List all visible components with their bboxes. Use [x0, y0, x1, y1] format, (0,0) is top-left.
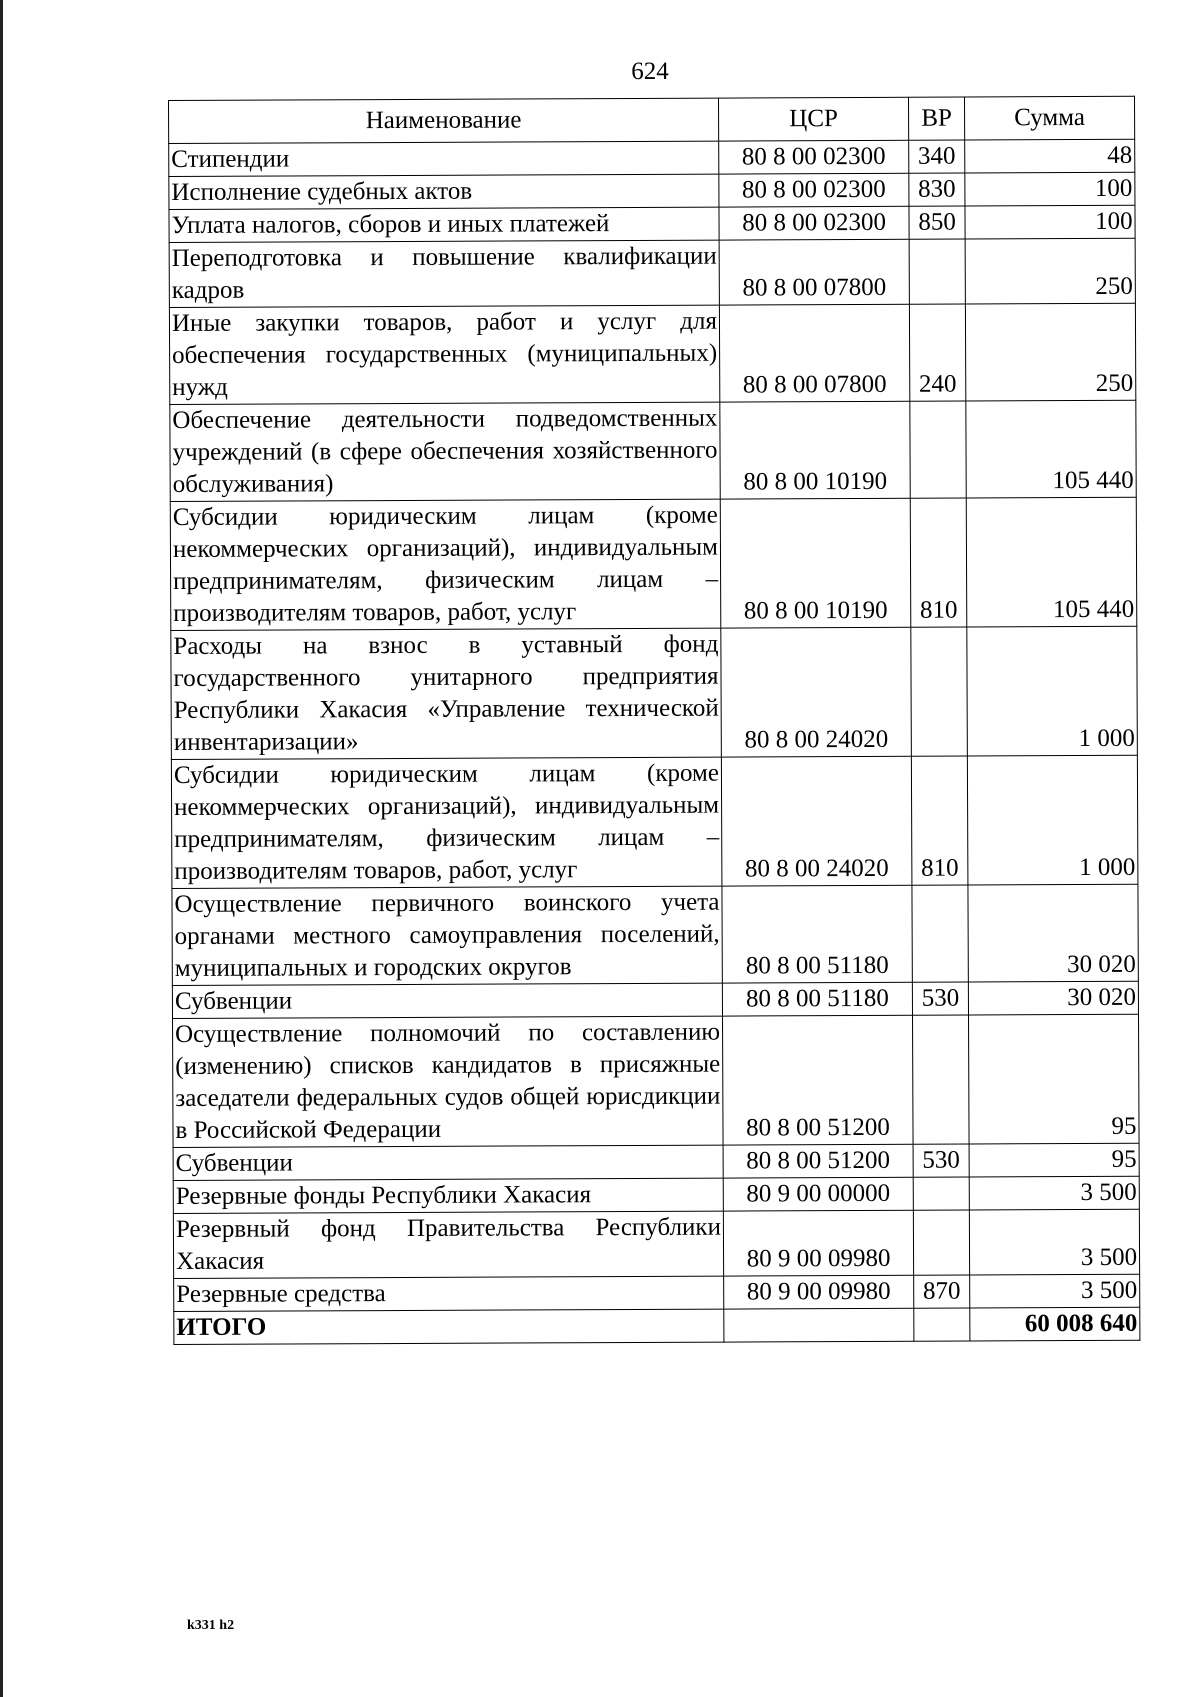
row-sum: 1 000 — [967, 626, 1138, 756]
row-csr: 80 8 00 07800 — [719, 304, 909, 402]
header-vr: ВР — [908, 97, 964, 140]
row-csr: 80 8 00 24020 — [721, 627, 912, 757]
table-row — [172, 981, 1138, 1018]
row-name: Субвенции — [172, 983, 722, 1018]
row-name: Осуществление первичного воинского учета органами местного самоуправления поселений, муниципальных и городских округов — [172, 886, 722, 985]
row-vr: 850 — [909, 206, 965, 239]
row-name: Стипендии — [169, 141, 719, 176]
row-name: Исполнение судебных актов — [169, 174, 719, 209]
row-name: Резервные фонды Республики Хакасия — [173, 1178, 723, 1213]
row-sum: 3 500 — [969, 1176, 1139, 1210]
header-csr: ЦСР — [718, 97, 908, 141]
row-vr — [913, 1210, 969, 1275]
page-left-edge — [0, 0, 3, 1697]
row-csr: 80 9 00 00000 — [723, 1177, 913, 1211]
row-sum: 30 020 — [968, 981, 1138, 1015]
row-sum: 3 500 — [969, 1209, 1139, 1275]
table-row — [171, 626, 1138, 759]
row-csr: 80 8 00 02300 — [719, 140, 909, 174]
row-name: Субсидии юридическим лицам (кроме некоммерческих организаций), индивидуальным предпринимателям, физическим лицам – производителям товаров, работ, услуг — [171, 757, 722, 888]
row-csr: 80 8 00 51200 — [723, 1015, 914, 1145]
row-csr: 80 9 00 09980 — [723, 1210, 913, 1276]
row-name: Субвенции — [173, 1145, 723, 1180]
table-row — [169, 238, 1135, 307]
row-csr: 80 8 00 07800 — [719, 239, 909, 305]
row-csr: 80 8 00 24020 — [721, 756, 912, 886]
table-header-row — [169, 96, 1135, 143]
row-sum: 95 — [969, 1143, 1139, 1177]
row-sum: 95 — [969, 1014, 1140, 1144]
row-csr: 80 8 00 10190 — [720, 401, 910, 499]
total-vr — [914, 1308, 970, 1341]
table-row — [173, 1143, 1139, 1180]
row-vr — [911, 627, 968, 756]
table-row — [170, 400, 1136, 501]
table-row — [173, 1209, 1139, 1278]
row-sum: 250 — [965, 303, 1135, 401]
row-csr: 80 8 00 02300 — [719, 206, 909, 240]
row-vr — [912, 885, 968, 982]
row-name: Субсидии юридическим лицам (кроме некоммерческих организаций), индивидуальным предпринимателям, физическим лицам – производителям товаров, работ, услуг — [170, 499, 721, 630]
table-row — [174, 1274, 1140, 1311]
row-name: Осуществление полномочий по составлению (изменению) списков кандидатов в присяжные заседатели федеральных судов общей юрисдикции в Российской Федерации — [173, 1016, 724, 1147]
row-csr: 80 8 00 51180 — [722, 885, 912, 983]
row-vr: 530 — [912, 982, 968, 1015]
row-sum: 105 440 — [966, 400, 1136, 498]
row-sum: 100 — [965, 205, 1135, 239]
table-row — [172, 884, 1138, 985]
row-sum: 30 020 — [968, 884, 1138, 982]
row-csr: 80 8 00 51200 — [723, 1144, 913, 1178]
page-number: 624 — [631, 58, 669, 85]
row-name: Резервные средства — [174, 1276, 724, 1311]
header-name: Наименование — [169, 98, 719, 143]
table-row — [173, 1176, 1139, 1213]
budget-table — [168, 96, 1140, 1345]
row-vr: 810 — [911, 756, 968, 885]
row-csr: 80 8 00 51180 — [722, 982, 912, 1016]
total-row — [174, 1307, 1140, 1344]
row-csr: 80 9 00 09980 — [724, 1275, 914, 1309]
row-sum: 100 — [965, 172, 1135, 206]
table-row — [171, 755, 1138, 888]
row-vr: 830 — [909, 173, 965, 206]
table-row — [169, 172, 1135, 209]
row-vr: 530 — [913, 1144, 969, 1177]
row-name: Переподготовка и повышение квалификации кадров — [169, 240, 719, 307]
row-csr: 80 8 00 02300 — [719, 173, 909, 207]
footer-code: k331 h2 — [187, 1618, 235, 1633]
row-sum: 250 — [965, 238, 1135, 304]
table-row — [169, 139, 1135, 176]
row-name: Уплата налогов, сборов и иных платежей — [169, 207, 719, 242]
row-vr — [913, 1177, 969, 1210]
total-label: ИТОГО — [174, 1309, 724, 1344]
total-sum: 60 008 640 — [970, 1307, 1140, 1341]
table-row — [170, 497, 1137, 630]
row-vr: 810 — [910, 498, 967, 627]
row-name: Резервный фонд Правительства Республики Хакасия — [173, 1211, 723, 1278]
row-name: Обеспечение деятельности подведомственных учреждений (в сфере обеспечения хозяйственного обслуживания) — [170, 402, 720, 501]
row-vr: 240 — [909, 304, 965, 401]
header-sum: Сумма — [964, 96, 1134, 140]
row-sum: 1 000 — [967, 755, 1138, 885]
table-row — [173, 1014, 1140, 1147]
row-name: Расходы на взнос в уставный фонд государственного унитарного предприятия Республики Хакасия «Управление технической инвентаризации» — [171, 628, 722, 759]
row-vr: 340 — [909, 140, 965, 173]
table-row — [169, 205, 1135, 242]
row-vr — [910, 401, 966, 498]
row-vr: 870 — [914, 1275, 970, 1308]
row-sum: 3 500 — [970, 1274, 1140, 1308]
row-vr — [913, 1015, 970, 1144]
row-csr: 80 8 00 10190 — [720, 498, 911, 628]
total-csr — [724, 1308, 914, 1342]
row-sum: 48 — [965, 139, 1135, 173]
row-vr — [909, 239, 965, 304]
table-row — [169, 303, 1135, 404]
row-name: Иные закупки товаров, работ и услуг для обеспечения государственных (муниципальных) нужд — [169, 305, 719, 404]
row-sum: 105 440 — [966, 497, 1137, 627]
